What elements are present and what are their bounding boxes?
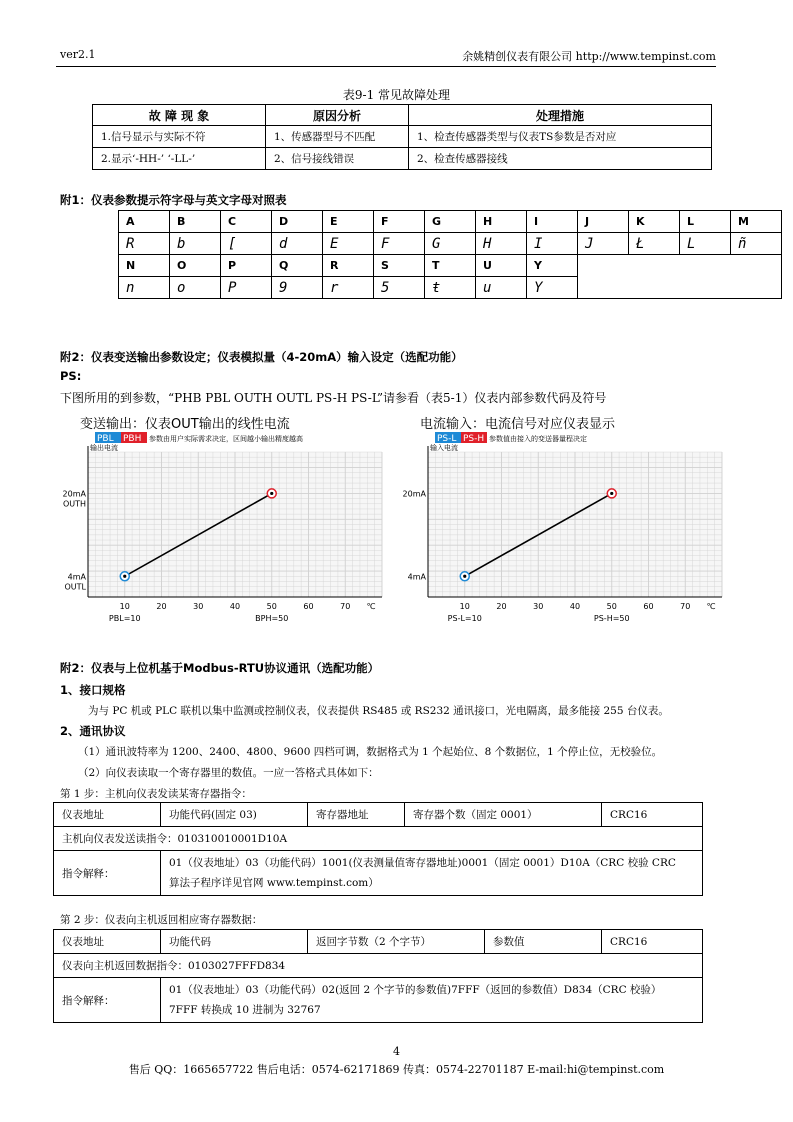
letter-cell: D bbox=[272, 211, 323, 233]
chart-right bbox=[400, 412, 730, 627]
letter-cell: C bbox=[221, 211, 272, 233]
letter-cell: O bbox=[170, 255, 221, 277]
x-tick-label: 20 bbox=[496, 602, 507, 611]
table-cell bbox=[161, 851, 703, 896]
tag-blue-label: PS-L bbox=[437, 434, 457, 444]
table-row bbox=[119, 255, 782, 277]
ps-label: PS: bbox=[60, 369, 82, 383]
letter-cell: Y bbox=[527, 255, 578, 277]
appendix2-intro: 下图所用的到参数，“PHB PBL OUTH OUTL PS-H PS-L”请参看（表5-1）仪表内部参数代码及符号 bbox=[60, 391, 607, 405]
x-tick-label: 30 bbox=[193, 602, 204, 611]
segment-glyph: o bbox=[170, 277, 221, 299]
letter-cell: I bbox=[527, 211, 578, 233]
y-label-bottom: 4mA bbox=[407, 572, 426, 582]
x-point-label-left: PBL=10 bbox=[108, 614, 141, 623]
fault-table bbox=[92, 104, 712, 170]
table-row bbox=[54, 851, 703, 896]
x-tick-label: 20 bbox=[156, 602, 167, 611]
fault-header-symptom: 故 障 现 象 bbox=[93, 105, 266, 126]
protocol-p2: （2）向仪表读取一个寄存器里的数值。一应一答格式具体如下： bbox=[78, 767, 379, 779]
table-cell: 2、检查传感器接线 bbox=[409, 148, 712, 170]
segment-glyph: F bbox=[374, 233, 425, 255]
x-tick-label: 60 bbox=[303, 602, 314, 611]
segment-glyph: r bbox=[323, 277, 374, 299]
table-cell: 主机向仪表发送读指令：010310010001D10A bbox=[54, 827, 703, 851]
segment-glyph: I bbox=[527, 233, 578, 255]
interface-spec-title: 1、接口规格 bbox=[60, 683, 126, 697]
segment-glyph: b bbox=[170, 233, 221, 255]
letter-cell: G bbox=[425, 211, 476, 233]
company-header: 余姚精创仪表有限公司 http://www.tempinst.com bbox=[462, 50, 716, 63]
fault-header-action: 处理措施 bbox=[409, 105, 712, 126]
table-row bbox=[54, 930, 703, 954]
letter-cell: U bbox=[476, 255, 527, 277]
appendix3-title: 附2：仪表与上位机基于Modbus-RTU协议通讯（选配功能） bbox=[60, 661, 380, 675]
letter-cell: N bbox=[119, 255, 170, 277]
tag-red-label: PBH bbox=[123, 434, 142, 444]
letter-cell: E bbox=[323, 211, 374, 233]
table-row bbox=[54, 954, 703, 978]
chart-right-svg bbox=[400, 412, 730, 627]
step1-table bbox=[53, 802, 703, 896]
x-point-label-right: PS-H=50 bbox=[593, 614, 630, 623]
segment-glyph: H bbox=[476, 233, 527, 255]
table-cell: 仪表地址 bbox=[54, 930, 161, 954]
x-tick-label: 70 bbox=[340, 602, 351, 611]
segment-glyph: ñ bbox=[731, 233, 782, 255]
explain-line: 01（仪表地址）03（功能代码）1001(仪表测量值寄存器地址)0001（固定 0001）D10A（CRC 校验 CRC bbox=[169, 857, 676, 869]
table-row bbox=[119, 211, 782, 233]
x-tick-label: 50 bbox=[266, 602, 277, 611]
data-point-high-dot bbox=[270, 492, 273, 495]
table-row bbox=[54, 827, 703, 851]
table-row bbox=[93, 148, 712, 170]
protocol-p1: （1）通讯波特率为 1200、2400、4800、9600 四档可调，数据格式为 1 个起始位、8 个数据位，1 个停止位，无校验位。 bbox=[78, 746, 663, 758]
segment-glyph: Ł bbox=[629, 233, 680, 255]
table-cell: 功能代码(固定 03) bbox=[161, 803, 308, 827]
x-tick-label: 50 bbox=[606, 602, 617, 611]
table-cell: 仪表向主机返回数据指令：0103027FFFD834 bbox=[54, 954, 703, 978]
segment-glyph: G bbox=[425, 233, 476, 255]
x-tick-label: 40 bbox=[569, 602, 581, 611]
chart-note: 参数值由接入的变送器量程决定 bbox=[489, 435, 587, 443]
fault-table-caption: 表9-1 常见故障处理 bbox=[342, 88, 451, 102]
x-tick-label: 10 bbox=[459, 602, 470, 611]
x-tick-label: 60 bbox=[643, 602, 654, 611]
x-tick-label: 30 bbox=[533, 602, 544, 611]
fault-header-cause: 原因分析 bbox=[266, 105, 409, 126]
segment-glyph: [ bbox=[221, 233, 272, 255]
table-cell: 指令解释： bbox=[54, 978, 161, 1023]
segment-glyph: u bbox=[476, 277, 527, 299]
data-point-low-dot bbox=[123, 575, 126, 578]
letter-cell: P bbox=[221, 255, 272, 277]
chart-title: 变送输出：仪表OUT输出的线性电流 bbox=[80, 417, 290, 432]
x-tick-label: 40 bbox=[229, 602, 241, 611]
letter-cell: R bbox=[323, 255, 374, 277]
table-cell: 1、传感器型号不匹配 bbox=[266, 126, 409, 148]
table-cell: CRC16 bbox=[602, 930, 703, 954]
y-label-top2: OUTH bbox=[62, 499, 86, 509]
explain-line: 01（仪表地址）03（功能代码）02(返回 2 个字节的参数值)7FFF（返回的参数值）D834（CRC 校验） bbox=[169, 984, 662, 996]
chart-left bbox=[60, 412, 390, 627]
table-cell: 仪表地址 bbox=[54, 803, 161, 827]
letter-map-table bbox=[118, 210, 782, 299]
segment-glyph: ŧ bbox=[425, 277, 476, 299]
segment-glyph: Y bbox=[527, 277, 578, 299]
x-point-label-left: PS-L=10 bbox=[447, 614, 482, 623]
tag-blue-label: PBL bbox=[97, 434, 114, 444]
x-tick-label: 70 bbox=[680, 602, 691, 611]
explain-line: 算法子程序详见官网 www.tempinst.com） bbox=[169, 877, 379, 889]
y-axis-label: 输入电流 bbox=[430, 444, 458, 452]
letter-cell: A bbox=[119, 211, 170, 233]
segment-glyph: J bbox=[578, 233, 629, 255]
x-point-label-right: BPH=50 bbox=[255, 614, 289, 623]
x-unit-label: ℃ bbox=[706, 602, 716, 611]
segment-glyph: d bbox=[272, 233, 323, 255]
x-tick-label: 10 bbox=[119, 602, 130, 611]
letter-cell: Q bbox=[272, 255, 323, 277]
table-cell: 寄存器地址 bbox=[308, 803, 405, 827]
appendix1-title: 附1：仪表参数提示符字母与英文字母对照表 bbox=[60, 193, 287, 207]
letter-cell: K bbox=[629, 211, 680, 233]
segment-glyph: n bbox=[119, 277, 170, 299]
table-cell: 1.信号显示与实际不符 bbox=[93, 126, 266, 148]
chart-note: 参数由用户实际需求决定，区间越小输出精度越高 bbox=[149, 435, 303, 443]
interface-spec-text: 为与 PC 机或 PLC 联机以集中监测或控制仪表，仪表提供 RS485 或 RS232 通讯接口，光电隔离，最多能接 255 台仪表。 bbox=[88, 705, 669, 717]
table-cell: CRC16 bbox=[602, 803, 703, 827]
data-point-low-dot bbox=[463, 575, 466, 578]
table-cell: 返回字节数（2 个字节） bbox=[308, 930, 485, 954]
appendix2-title: 附2：仪表变送输出参数设定；仪表模拟量（4-20mA）输入设定（选配功能） bbox=[60, 350, 463, 364]
segment-glyph: E bbox=[323, 233, 374, 255]
table-row bbox=[93, 126, 712, 148]
letter-cell: J bbox=[578, 211, 629, 233]
segment-glyph: 9 bbox=[272, 277, 323, 299]
table-cell bbox=[161, 978, 703, 1023]
table-cell: 1、检查传感器类型与仪表TS参数是否对应 bbox=[409, 126, 712, 148]
letter-cell: H bbox=[476, 211, 527, 233]
segment-glyph: P bbox=[221, 277, 272, 299]
chart-title: 电流输入：电流信号对应仪表显示 bbox=[420, 417, 616, 432]
segment-glyph: L bbox=[680, 233, 731, 255]
step2-label: 第 2 步：仪表向主机返回相应寄存器数据： bbox=[60, 914, 263, 926]
letter-cell: S bbox=[374, 255, 425, 277]
table-cell: 功能代码 bbox=[161, 930, 308, 954]
table-cell: 指令解释： bbox=[54, 851, 161, 896]
footer-contact: 售后 QQ：1665657722 售后电话：0574-62171869 传真：0574-22701187 E-mail:hi@tempinst.com bbox=[128, 1063, 665, 1076]
page-number: 4 bbox=[393, 1045, 400, 1058]
explain-line: 7FFF 转换成 10 进制为 32767 bbox=[169, 1004, 321, 1016]
chart-left-svg bbox=[60, 412, 390, 627]
protocol-title: 2、通讯协议 bbox=[60, 724, 126, 738]
header-rule bbox=[56, 66, 716, 67]
y-axis-label: 输出电流 bbox=[90, 444, 118, 452]
table-row bbox=[119, 233, 782, 255]
step2-table bbox=[53, 929, 703, 1023]
letter-cell: L bbox=[680, 211, 731, 233]
table-cell: 2、信号接线错误 bbox=[266, 148, 409, 170]
doc-version: ver2.1 bbox=[60, 48, 96, 61]
letter-cell: B bbox=[170, 211, 221, 233]
segment-glyph: R bbox=[119, 233, 170, 255]
y-label-bottom2: OUTL bbox=[64, 582, 86, 592]
letter-cell: M bbox=[731, 211, 782, 233]
letter-cell: F bbox=[374, 211, 425, 233]
blank-cell bbox=[578, 255, 782, 299]
table-cell: 寄存器个数（固定 0001） bbox=[405, 803, 602, 827]
table-row bbox=[54, 803, 703, 827]
letter-cell: T bbox=[425, 255, 476, 277]
y-label-top: 20mA bbox=[402, 489, 426, 499]
segment-glyph: 5 bbox=[374, 277, 425, 299]
y-label-top: 20mA bbox=[62, 489, 86, 499]
y-label-bottom: 4mA bbox=[67, 572, 86, 582]
table-row bbox=[54, 978, 703, 1023]
tag-red-label: PS-H bbox=[463, 434, 485, 444]
table-cell: 2.显示‘-HH-’ ‘-LL-’ bbox=[93, 148, 266, 170]
x-unit-label: ℃ bbox=[366, 602, 376, 611]
table-cell: 参数值 bbox=[485, 930, 602, 954]
data-point-high-dot bbox=[610, 492, 613, 495]
step1-label: 第 1 步：主机向仪表发读某寄存器指令： bbox=[60, 788, 252, 800]
